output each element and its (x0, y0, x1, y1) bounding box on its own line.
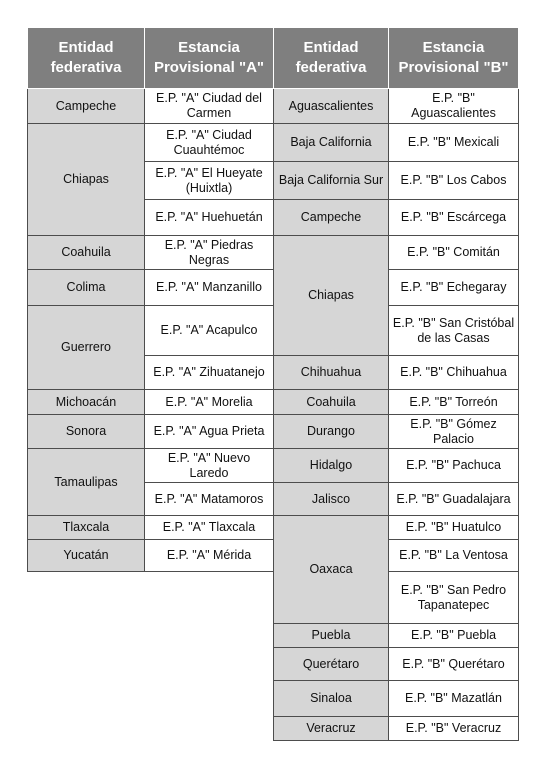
estancia-cell: E.P. "B" San Pedro Tapanatepec (389, 572, 519, 624)
estancia-cell: E.P. "B" Guadalajara (389, 483, 519, 516)
estancia-cell: E.P. "B" Querétaro (389, 648, 519, 681)
entidad-cell: Coahuila (28, 236, 145, 270)
table-row (28, 306, 274, 356)
table-estancias-b (273, 27, 519, 741)
entidad-cell: Campeche (28, 89, 145, 124)
entidad-cell: Oaxaca (274, 516, 389, 624)
table-row (274, 236, 519, 270)
table-row (274, 415, 519, 449)
table-row (28, 516, 274, 540)
entidad-cell: Veracruz (274, 717, 389, 741)
entidad-cell: Jalisco (274, 483, 389, 516)
table-row (28, 415, 274, 449)
entidad-cell: Aguascalientes (274, 89, 389, 124)
estancia-cell: E.P. "B" Escárcega (389, 200, 519, 236)
estancia-cell: E.P. "A" Ciudad Cuauhtémoc (145, 124, 274, 162)
entidad-cell: Hidalgo (274, 449, 389, 483)
table-row (274, 124, 519, 162)
entidad-cell: Baja California (274, 124, 389, 162)
table-row (28, 89, 274, 124)
estancia-cell: E.P. "B" Mazatlán (389, 681, 519, 717)
estancia-cell: E.P. "B" Aguascalientes (389, 89, 519, 124)
table-row (274, 162, 519, 200)
entidad-cell: Durango (274, 415, 389, 449)
entidad-cell: Sinaloa (274, 681, 389, 717)
table-row (28, 270, 274, 306)
header-row (274, 28, 519, 89)
table-estancias-a (27, 27, 274, 572)
estancia-cell: E.P. "A" Huehuetán (145, 200, 274, 236)
header-estancia-a: Estancia Provisional "A" (145, 28, 274, 89)
estancia-cell: E.P. "A" Acapulco (145, 306, 274, 356)
estancia-cell: E.P. "A" Agua Prieta (145, 415, 274, 449)
header-entidad: Entidad federativa (28, 28, 145, 89)
estancia-cell: E.P. "B" Huatulco (389, 516, 519, 540)
estancia-cell: E.P. "B" Echegaray (389, 270, 519, 306)
estancia-cell: E.P. "B" Veracruz (389, 717, 519, 741)
estancia-cell: E.P. "A" Matamoros (145, 483, 274, 516)
table-row (28, 390, 274, 415)
estancia-cell: E.P. "A" Piedras Negras (145, 236, 274, 270)
table-row (28, 124, 274, 162)
estancia-cell: E.P. "B" Gómez Palacio (389, 415, 519, 449)
estancia-cell: E.P. "A" El Hueyate (Huixtla) (145, 162, 274, 200)
entidad-cell: Colima (28, 270, 145, 306)
estancia-cell: E.P. "A" Tlaxcala (145, 516, 274, 540)
estancia-cell: E.P. "B" La Ventosa (389, 540, 519, 572)
table-row (274, 200, 519, 236)
estancia-cell: E.P. "B" Los Cabos (389, 162, 519, 200)
table-row (274, 89, 519, 124)
estancia-cell: E.P. "B" Mexicali (389, 124, 519, 162)
estancia-cell: E.P. "B" Pachuca (389, 449, 519, 483)
entidad-cell: Chiapas (28, 124, 145, 236)
entidad-cell: Yucatán (28, 540, 145, 572)
table-row (274, 390, 519, 415)
table-row (274, 356, 519, 390)
table-row (28, 540, 274, 572)
table-a-body (28, 89, 274, 572)
table-b-body (274, 89, 519, 741)
entidad-cell: Baja California Sur (274, 162, 389, 200)
table-row (274, 483, 519, 516)
estancia-cell: E.P. "A" Morelia (145, 390, 274, 415)
estancia-cell: E.P. "B" Comitán (389, 236, 519, 270)
estancia-cell: E.P. "A" Zihuatanejo (145, 356, 274, 390)
table-row (274, 516, 519, 540)
table-row (28, 449, 274, 483)
entidad-cell: Campeche (274, 200, 389, 236)
entidad-cell: Guerrero (28, 306, 145, 390)
table-row (274, 648, 519, 681)
estancia-cell: E.P. "B" Puebla (389, 624, 519, 648)
entidad-cell: Chihuahua (274, 356, 389, 390)
header-entidad: Entidad federativa (274, 28, 389, 89)
estancia-cell: E.P. "A" Manzanillo (145, 270, 274, 306)
entidad-cell: Puebla (274, 624, 389, 648)
estancia-cell: E.P. "B" San Cristóbal de las Casas (389, 306, 519, 356)
entidad-cell: Michoacán (28, 390, 145, 415)
table-row (28, 236, 274, 270)
entidad-cell: Tamaulipas (28, 449, 145, 516)
entidad-cell: Chiapas (274, 236, 389, 356)
table-row (274, 449, 519, 483)
estancia-cell: E.P. "A" Mérida (145, 540, 274, 572)
header-row (28, 28, 274, 89)
entidad-cell: Sonora (28, 415, 145, 449)
estancia-cell: E.P. "B" Torreón (389, 390, 519, 415)
entidad-cell: Coahuila (274, 390, 389, 415)
table-row (274, 681, 519, 717)
estancia-cell: E.P. "A" Nuevo Laredo (145, 449, 274, 483)
estancia-cell: E.P. "A" Ciudad del Carmen (145, 89, 274, 124)
header-estancia-b: Estancia Provisional "B" (389, 28, 519, 89)
entidad-cell: Querétaro (274, 648, 389, 681)
table-row (274, 624, 519, 648)
table-row (274, 717, 519, 741)
entidad-cell: Tlaxcala (28, 516, 145, 540)
estancia-cell: E.P. "B" Chihuahua (389, 356, 519, 390)
